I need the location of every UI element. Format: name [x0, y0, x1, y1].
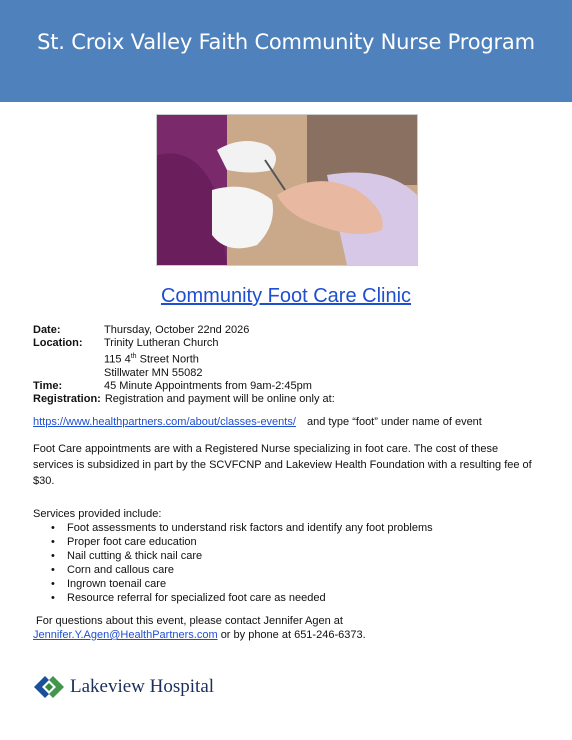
service-item: • Ingrown toenail care: [67, 577, 433, 591]
registration-value: Registration and payment will be online only at:: [104, 392, 335, 405]
service-item: • Corn and callous care: [67, 563, 433, 577]
location-line3: Stillwater MN 55082: [104, 366, 203, 379]
logo-text: Lakeview Hospital: [70, 676, 215, 697]
contact-line1: For questions about this event, please contact Jennifer Agen at: [36, 615, 343, 627]
service-item: • Resource referral for specialized foot care as needed: [67, 591, 433, 605]
location-line1: Trinity Lutheran Church: [104, 337, 219, 349]
registration-link-line: [33, 416, 482, 428]
lakeview-logo: [34, 676, 214, 698]
time-label: Time:: [33, 379, 63, 392]
date-row: [33, 324, 335, 337]
time-value: 45 Minute Appointments from 9am-2:45pm: [104, 379, 312, 392]
services-section: [33, 507, 433, 605]
contact-email-link[interactable]: Jennifer.Y.Agen@HealthPartners.com: [33, 629, 218, 641]
foot-care-photo: [156, 114, 418, 266]
foot-care-photo-illustration: [157, 115, 417, 265]
services-list: [33, 521, 433, 605]
contact-line2: [33, 628, 366, 642]
time-row: [33, 380, 335, 393]
lakeview-diamond-icon: [34, 676, 64, 698]
clinic-title: Community Foot Care Clinic: [160, 285, 412, 307]
location-line2: 115 4th Street North: [104, 353, 199, 366]
event-details: [33, 324, 335, 406]
registration-row: [33, 393, 335, 406]
contact-section: [33, 614, 366, 642]
date-value: Thursday, October 22nd 2026: [104, 324, 250, 336]
program-title: St. Croix Valley Faith Community Nurse Program: [37, 30, 535, 54]
location-value: [104, 337, 219, 380]
registration-link-suffix: and type “foot” under name of event: [306, 416, 482, 428]
services-intro: Services provided include:: [33, 508, 162, 520]
service-item: • Proper foot care education: [67, 535, 433, 549]
location-row: [33, 337, 335, 380]
service-item: • Foot assessments to understand risk factors and identify any foot problems: [67, 521, 433, 535]
registration-label: Registration:: [33, 392, 101, 405]
registration-link[interactable]: https://www.healthpartners.com/about/classes-events/: [33, 416, 296, 428]
location-label: Location:: [33, 337, 83, 349]
date-label: Date:: [33, 324, 61, 336]
service-item: • Nail cutting & thick nail care: [67, 549, 433, 563]
description-paragraph: Foot Care appointments are with a Registered Nurse specializing in foot care. The cost of these services is subsidized in part by the SCVFCNP and Lakeview Health Foundation with a resulting fee of $30.: [33, 443, 532, 487]
contact-phone-text: or by phone at 651-246-6373.: [220, 629, 366, 641]
header-banner: [0, 0, 572, 102]
